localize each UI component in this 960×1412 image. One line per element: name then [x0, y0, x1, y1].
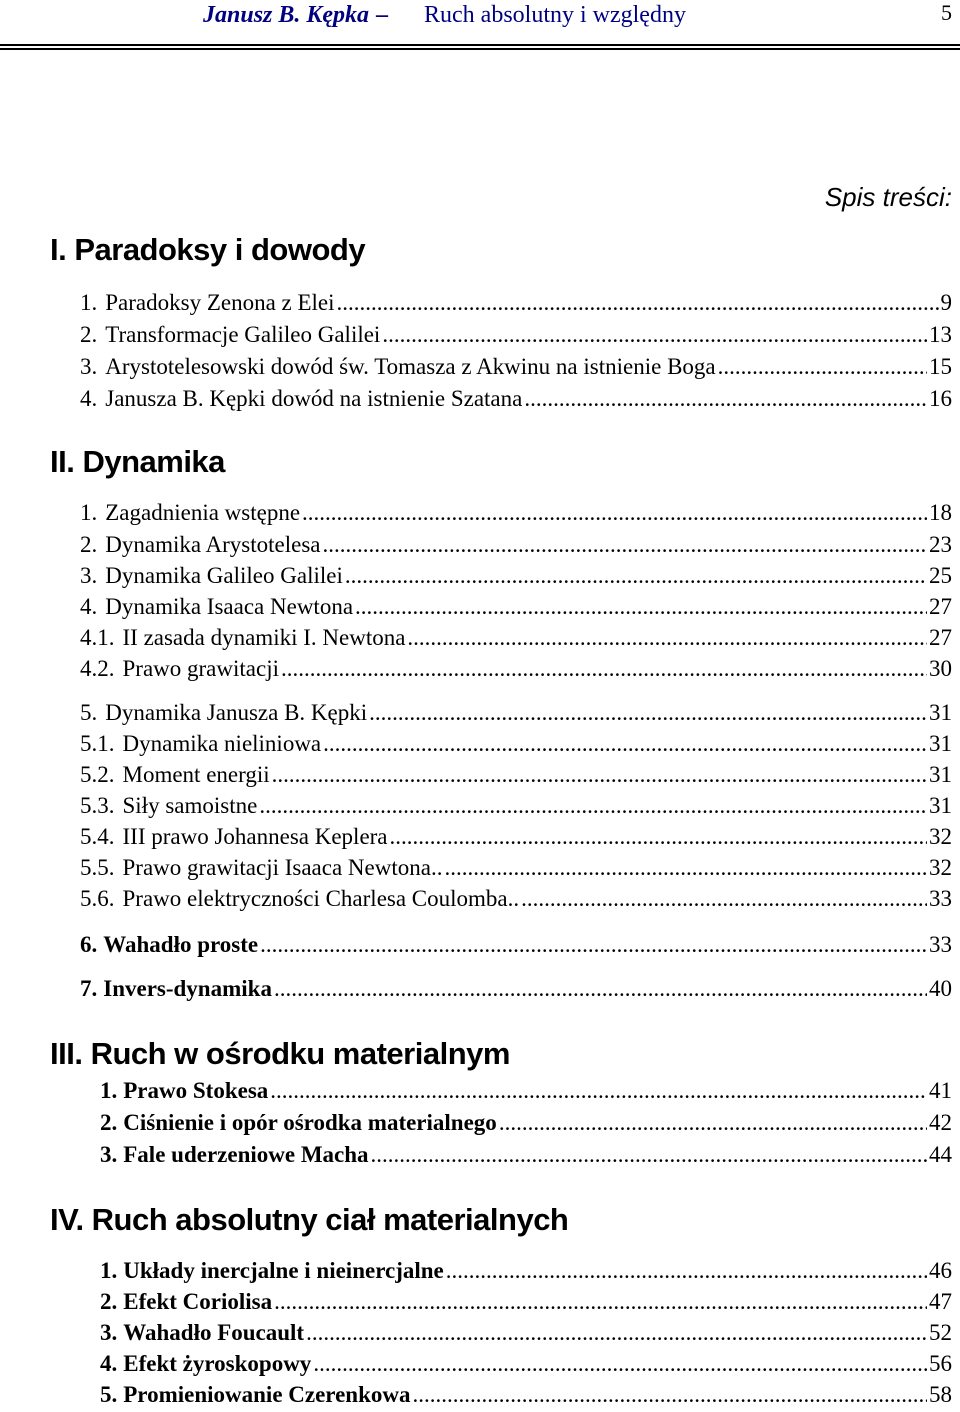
leader-dots: [407, 625, 927, 651]
entry-label: Prawo elektryczności Charlesa Coulomba..: [122, 886, 520, 911]
entry-label: Układy inercjalne i nieinercjalne: [123, 1258, 444, 1283]
header-dash: –: [376, 2, 388, 28]
leader-dots: [272, 762, 927, 788]
toc-entry[interactable]: [80, 824, 952, 854]
leader-dots: [382, 322, 927, 348]
entry-label: Efekt Coriolisa: [123, 1289, 273, 1314]
entry-page: 40: [929, 976, 952, 1001]
entry-page: 9: [940, 290, 952, 315]
toc-entry[interactable]: [80, 886, 952, 916]
entry-number: 4.: [100, 1351, 118, 1376]
entry-label: Dynamika nieliniowa: [122, 731, 322, 756]
entry-page: 44: [929, 1142, 952, 1167]
toc-entry[interactable]: [80, 563, 952, 593]
page-number: 5: [941, 0, 952, 25]
toc-entry[interactable]: [80, 762, 952, 792]
toc-entry[interactable]: [80, 386, 952, 416]
entry-number: 5.: [80, 700, 98, 725]
leader-dots: [369, 700, 927, 726]
entry-number: 3.: [100, 1142, 118, 1167]
toc-entry[interactable]: [100, 1320, 952, 1350]
leader-dots: [323, 731, 927, 757]
entry-number: 6.: [80, 932, 98, 957]
leader-dots: [260, 932, 927, 958]
entry-page: 56: [929, 1351, 952, 1376]
entry-page: 31: [929, 762, 952, 787]
entry-number: 2.: [80, 322, 98, 347]
leader-dots: [259, 793, 927, 819]
leader-dots: [274, 1289, 927, 1315]
entry-page: 58: [929, 1382, 952, 1407]
entry-page: 31: [929, 731, 952, 756]
entry-number: 1.: [100, 1258, 118, 1283]
entry-page: 25: [929, 563, 952, 588]
toc-entry[interactable]: [100, 1351, 952, 1381]
leader-dots: [274, 976, 927, 1002]
entry-number: 5.1.: [80, 731, 115, 756]
entry-label: Dynamika Janusza B. Kępki: [105, 700, 368, 725]
entry-label: Arystotelesowski dowód św. Tomasza z Akwinu na istnienie Boga: [105, 354, 716, 379]
entry-label: Prawo grawitacji: [122, 656, 279, 681]
chapter-heading-1: I. Paradoksy i dowody: [50, 232, 366, 267]
entry-label: Dynamika Arystotelesa: [105, 532, 321, 557]
entry-number: 5.: [100, 1382, 118, 1407]
toc-entry[interactable]: [100, 1258, 952, 1288]
entry-label: II zasada dynamiki I. Newtona: [122, 625, 406, 650]
entry-page: 32: [929, 855, 952, 880]
entry-page: 32: [929, 824, 952, 849]
entry-label: Siły samoistne: [122, 793, 258, 818]
leader-dots: [446, 1258, 927, 1284]
toc-entry[interactable]: [100, 1078, 952, 1108]
toc-entry[interactable]: [80, 354, 952, 384]
entry-page: 31: [929, 700, 952, 725]
entry-label: Prawo grawitacji Isaaca Newtona..: [122, 855, 443, 880]
entry-number: 5.6.: [80, 886, 115, 911]
leader-dots: [413, 1382, 927, 1408]
chapter-heading-4: IV. Ruch absolutny ciał materialnych: [50, 1202, 569, 1237]
entry-page: 16: [929, 386, 952, 411]
entry-page: 18: [929, 500, 952, 525]
entry-page: 23: [929, 532, 952, 557]
page-header: [0, 0, 960, 52]
entry-number: 5.3.: [80, 793, 115, 818]
entry-label: Paradoksy Zenona z Elei: [105, 290, 335, 315]
entry-label: Moment energii: [122, 762, 270, 787]
entry-label: Prawo Stokesa: [123, 1078, 269, 1103]
leader-dots: [306, 1320, 927, 1346]
leader-dots: [313, 1351, 927, 1377]
entry-label: Efekt żyroskopowy: [123, 1351, 312, 1376]
entry-label: Wahadło Foucault: [123, 1320, 305, 1345]
entry-label: Invers-dynamika: [103, 976, 272, 1001]
toc-entry[interactable]: [80, 625, 952, 655]
header-double-rule: [0, 44, 960, 50]
entry-number: 3.: [80, 354, 98, 379]
entry-number: 1.: [100, 1078, 118, 1103]
entry-page: 30: [929, 656, 952, 681]
entry-label: Fale uderzeniowe Macha: [123, 1142, 369, 1167]
chapter-heading-3: III. Ruch w ośrodku materialnym: [50, 1036, 510, 1071]
toc-entry[interactable]: [80, 322, 952, 352]
entry-label: Dynamika Galileo Galilei: [105, 563, 343, 588]
entry-label: Ciśnienie i opór ośrodka materialnego: [123, 1110, 497, 1135]
entry-page: 27: [929, 625, 952, 650]
entry-number: 7.: [80, 976, 98, 1001]
entry-label: III prawo Johannesa Keplera: [122, 824, 388, 849]
entry-number: 5.4.: [80, 824, 115, 849]
entry-page: 41: [929, 1078, 952, 1103]
entry-page: 27: [929, 594, 952, 619]
toc-entry[interactable]: [80, 656, 952, 686]
leader-dots: [524, 386, 927, 412]
toc-entry[interactable]: [100, 1289, 952, 1319]
entry-number: 4.: [80, 594, 98, 619]
toc-entry[interactable]: [80, 594, 952, 624]
toc-entry[interactable]: [80, 700, 952, 730]
entry-page: 13: [929, 322, 952, 347]
entry-page: 33: [929, 886, 952, 911]
entry-page: 33: [929, 932, 952, 957]
entry-label: Transformacje Galileo Galilei: [105, 322, 381, 347]
entry-number: 2.: [100, 1110, 118, 1135]
entry-label: Dynamika Isaaca Newtona: [105, 594, 354, 619]
toc-entry[interactable]: [80, 932, 952, 962]
entry-number: 4.: [80, 386, 98, 411]
entry-page: 46: [929, 1258, 952, 1283]
entry-label: Janusza B. Kępki dowód na istnienie Szatana: [105, 386, 523, 411]
entry-number: 5.2.: [80, 762, 115, 787]
leader-dots: [371, 1142, 927, 1168]
toc-entry[interactable]: [80, 793, 952, 823]
entry-number: 4.2.: [80, 656, 115, 681]
toc-entry[interactable]: [80, 731, 952, 761]
entry-number: 2.: [80, 532, 98, 557]
leader-dots: [499, 1110, 927, 1136]
header-title: Ruch absolutny i względny: [424, 2, 686, 28]
toc-entry[interactable]: [80, 290, 952, 320]
toc-entry[interactable]: [80, 532, 952, 562]
entry-number: 5.5.: [80, 855, 115, 880]
leader-dots: [345, 563, 927, 589]
toc-entry[interactable]: [100, 1110, 952, 1140]
entry-label: Zagadnienia wstępne: [105, 500, 301, 525]
leader-dots: [323, 532, 927, 558]
toc-entry[interactable]: [80, 976, 952, 1006]
entry-label: Promieniowanie Czerenkowa: [123, 1382, 411, 1407]
entry-number: 4.1.: [80, 625, 115, 650]
entry-number: 1.: [80, 500, 98, 525]
entry-page: 47: [929, 1289, 952, 1314]
leader-dots: [355, 594, 927, 620]
header-author: Janusz B. Kępka: [203, 2, 370, 28]
entry-page: 42: [929, 1110, 952, 1135]
toc-entry[interactable]: [100, 1142, 952, 1172]
entry-page: 31: [929, 793, 952, 818]
leader-dots: [270, 1078, 927, 1104]
leader-dots: [302, 500, 927, 526]
entry-number: 1.: [80, 290, 98, 315]
entry-number: 3.: [100, 1320, 118, 1345]
entry-page: 52: [929, 1320, 952, 1345]
leader-dots: [390, 824, 927, 850]
entry-page: 15: [929, 354, 952, 379]
entry-number: 2.: [100, 1289, 118, 1314]
leader-dots: [337, 290, 939, 316]
chapter-heading-2: II. Dynamika: [50, 444, 225, 479]
entry-label: Wahadło proste: [103, 932, 259, 957]
leader-dots: [718, 354, 927, 380]
toc-entry[interactable]: [80, 500, 952, 530]
leader-dots: [444, 855, 927, 881]
leader-dots: [281, 656, 927, 682]
entry-number: 3.: [80, 563, 98, 588]
toc-title: Spis treści:: [824, 182, 952, 212]
leader-dots: [521, 886, 927, 912]
toc-entry[interactable]: [80, 855, 952, 885]
